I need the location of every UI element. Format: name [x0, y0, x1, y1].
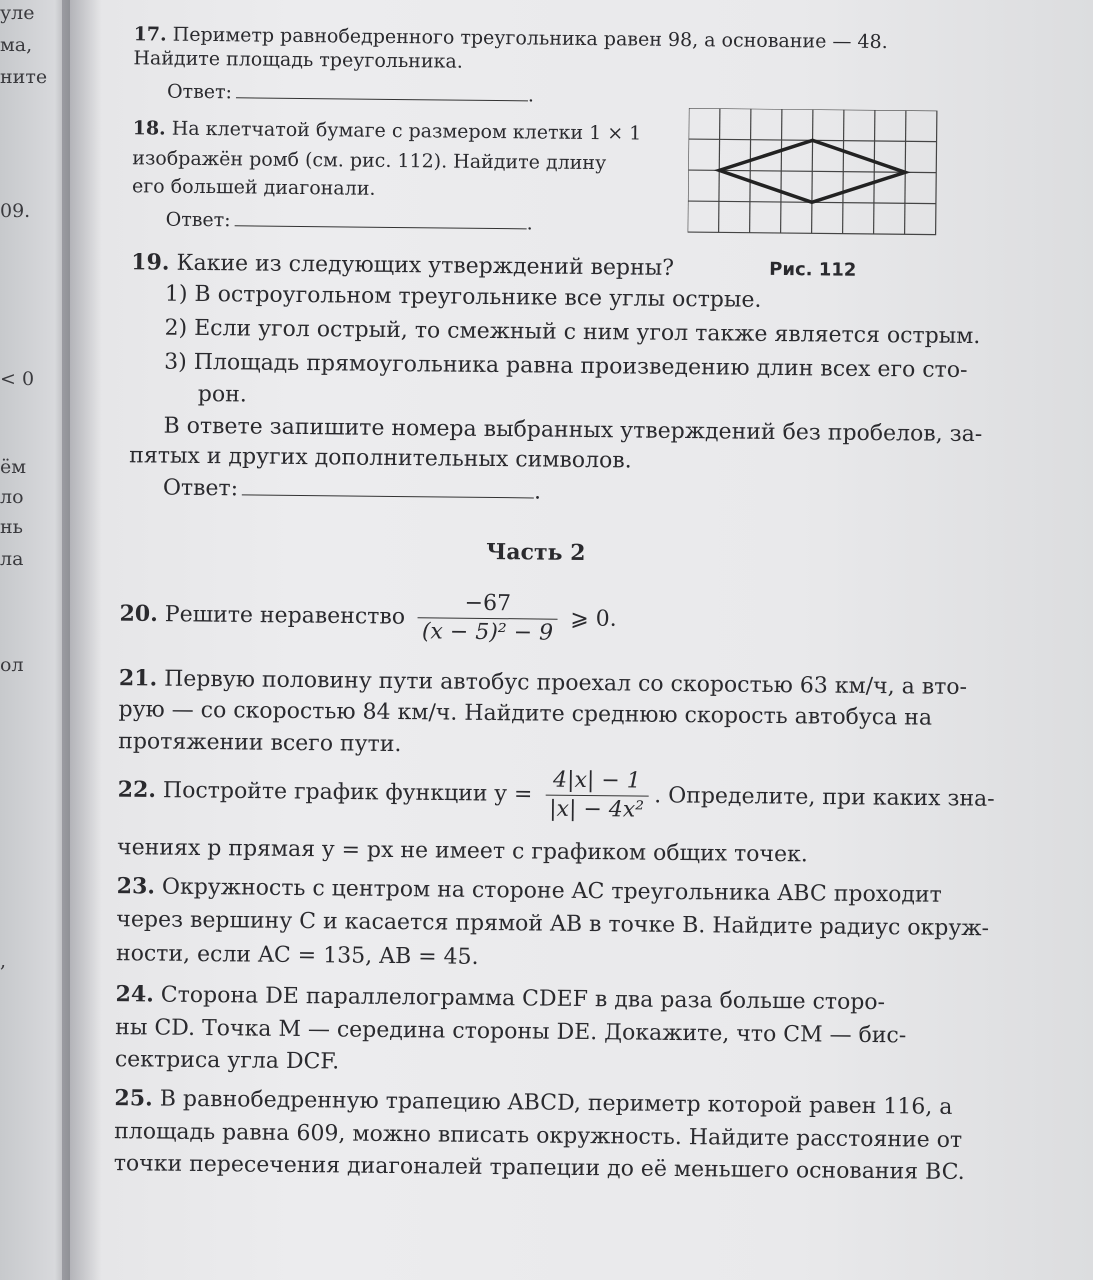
answer-line — [163, 475, 541, 507]
problem-number: 24. — [115, 981, 155, 1008]
problem-20 — [119, 586, 617, 648]
answer-blank — [236, 79, 528, 101]
problem-text: На клетчатой бумаге с размером клетки 1 × 1 — [171, 117, 642, 145]
instruction-text: В ответе запишите номера выбранных утверждений без пробелов, за- — [163, 413, 983, 448]
edge-text: ло — [0, 486, 24, 508]
problem-number: 19. — [131, 249, 170, 276]
section-heading: Часть 2 — [486, 538, 586, 566]
problem-24 — [115, 980, 885, 1017]
problem-18 — [133, 116, 642, 145]
problem-text: Окружность с центром на стороне AC треугольника ABC проходит — [161, 874, 942, 908]
problem-text: его большей диагонали. — [131, 175, 376, 200]
problem-23 — [117, 872, 942, 910]
problem-number: 23. — [116, 873, 156, 900]
answer-line — [166, 207, 533, 236]
problem-number: 20. — [119, 600, 158, 628]
edge-text: нь — [0, 516, 24, 538]
problem-21 — [119, 664, 967, 702]
problem-text: точки пересечения диагоналей трапеции до её меньшего основания BC. — [113, 1151, 965, 1185]
statement-item: 1) В остроугольном треугольнике все углы острые. — [164, 281, 762, 313]
problem-number: 17. — [133, 23, 167, 46]
answer-blank — [242, 476, 534, 498]
problem-text: Первую половину пути автобус проехал со скоростью 63 км/ч, а вто- — [164, 666, 968, 700]
edge-text: 09. — [0, 200, 31, 222]
statement-item: рон. — [197, 381, 247, 408]
fraction-denominator: |x| − 4x² — [549, 796, 645, 823]
edge-text: ла — [0, 548, 24, 570]
problem-22 — [117, 762, 995, 828]
edge-text: ём — [0, 456, 27, 478]
answer-label: Ответ: — [165, 208, 231, 232]
edge-text: , — [0, 950, 7, 972]
problem-number: 18. — [132, 117, 166, 140]
problem-text: Постройте график функции y = — [162, 778, 533, 807]
problem-text: . Определите, при каких зна- — [654, 783, 995, 812]
problem-text: чениях p прямая y = px не имеет с графиком общих точек. — [116, 835, 808, 868]
textbook-page — [99, 0, 995, 1209]
statement-item: 2) Если угол острый, то смежный с ним угол также является острым. — [164, 315, 981, 350]
problem-number: 25. — [114, 1085, 153, 1112]
problem-text: ности, если AC = 135, AB = 45. — [115, 941, 479, 970]
instruction-text: пятых и других дополнительных символов. — [129, 443, 632, 474]
answer-blank — [235, 207, 527, 229]
fraction-numerator: −67 — [418, 589, 558, 619]
problem-text: протяжении всего пути. — [118, 729, 402, 758]
problem-text: Периметр равнобедренного треугольника равен 98, а основание — 48. — [172, 23, 888, 54]
answer-label: Ответ: — [162, 475, 239, 502]
left-page-edge — [0, 0, 70, 1280]
inequality-relation: ⩾ 0. — [570, 606, 617, 632]
problem-text: В равнобедренную трапецию ABCD, периметр которой равен 116, а — [159, 1086, 953, 1120]
answer-label: Ответ: — [166, 80, 233, 104]
problem-text: ны CD. Точка M — середина стороны DE. Докажите, что CM — бис- — [115, 1015, 907, 1049]
answer-period: . — [527, 84, 535, 107]
answer-period: . — [533, 479, 542, 505]
problem-text: рую — со скоростью 84 км/ч. Найдите среднюю скорость автобуса на — [118, 697, 933, 731]
fraction-numerator: 4|x| − 1 — [545, 767, 648, 797]
fraction — [418, 589, 558, 647]
edge-text: ол — [0, 654, 24, 676]
figure-caption: Рис. 112 — [769, 258, 857, 281]
edge-text: < 0 — [0, 368, 35, 390]
problem-text: изображён ромб (см. рис. 112). Найдите длину — [132, 147, 607, 175]
problem-text: Решите неравенство — [164, 602, 406, 630]
problem-25 — [114, 1084, 952, 1122]
edge-text: уле — [0, 2, 35, 24]
edge-text: ма, — [0, 34, 33, 56]
problem-number: 21. — [118, 665, 158, 692]
problem-text: через вершину C и касается прямой AB в точке B. Найдите радиус окруж- — [116, 907, 990, 942]
problem-text: Сторона DE параллелограмма CDEF в два раза больше сторо- — [160, 982, 886, 1016]
problem-text: Какие из следующих утверждений верны? — [176, 250, 675, 281]
fraction — [545, 767, 648, 825]
answer-period: . — [526, 212, 533, 235]
page-gutter — [62, 0, 102, 1280]
statement-item: 3) Площадь прямоугольника равна произведению длин всех его сто- — [164, 349, 968, 383]
problem-number: 22. — [117, 776, 157, 804]
answer-line — [167, 79, 534, 108]
fraction-denominator: (x − 5)² − 9 — [421, 619, 554, 646]
edge-text: ните — [0, 66, 48, 88]
problem-text: Найдите площадь треугольника. — [133, 47, 463, 73]
problem-text: сектриса угла DCF. — [114, 1047, 340, 1075]
problem-19 — [131, 248, 674, 283]
grid-figure — [688, 108, 939, 241]
problem-text: площадь равна 609, можно вписать окружность. Найдите расстояние от — [114, 1119, 963, 1153]
